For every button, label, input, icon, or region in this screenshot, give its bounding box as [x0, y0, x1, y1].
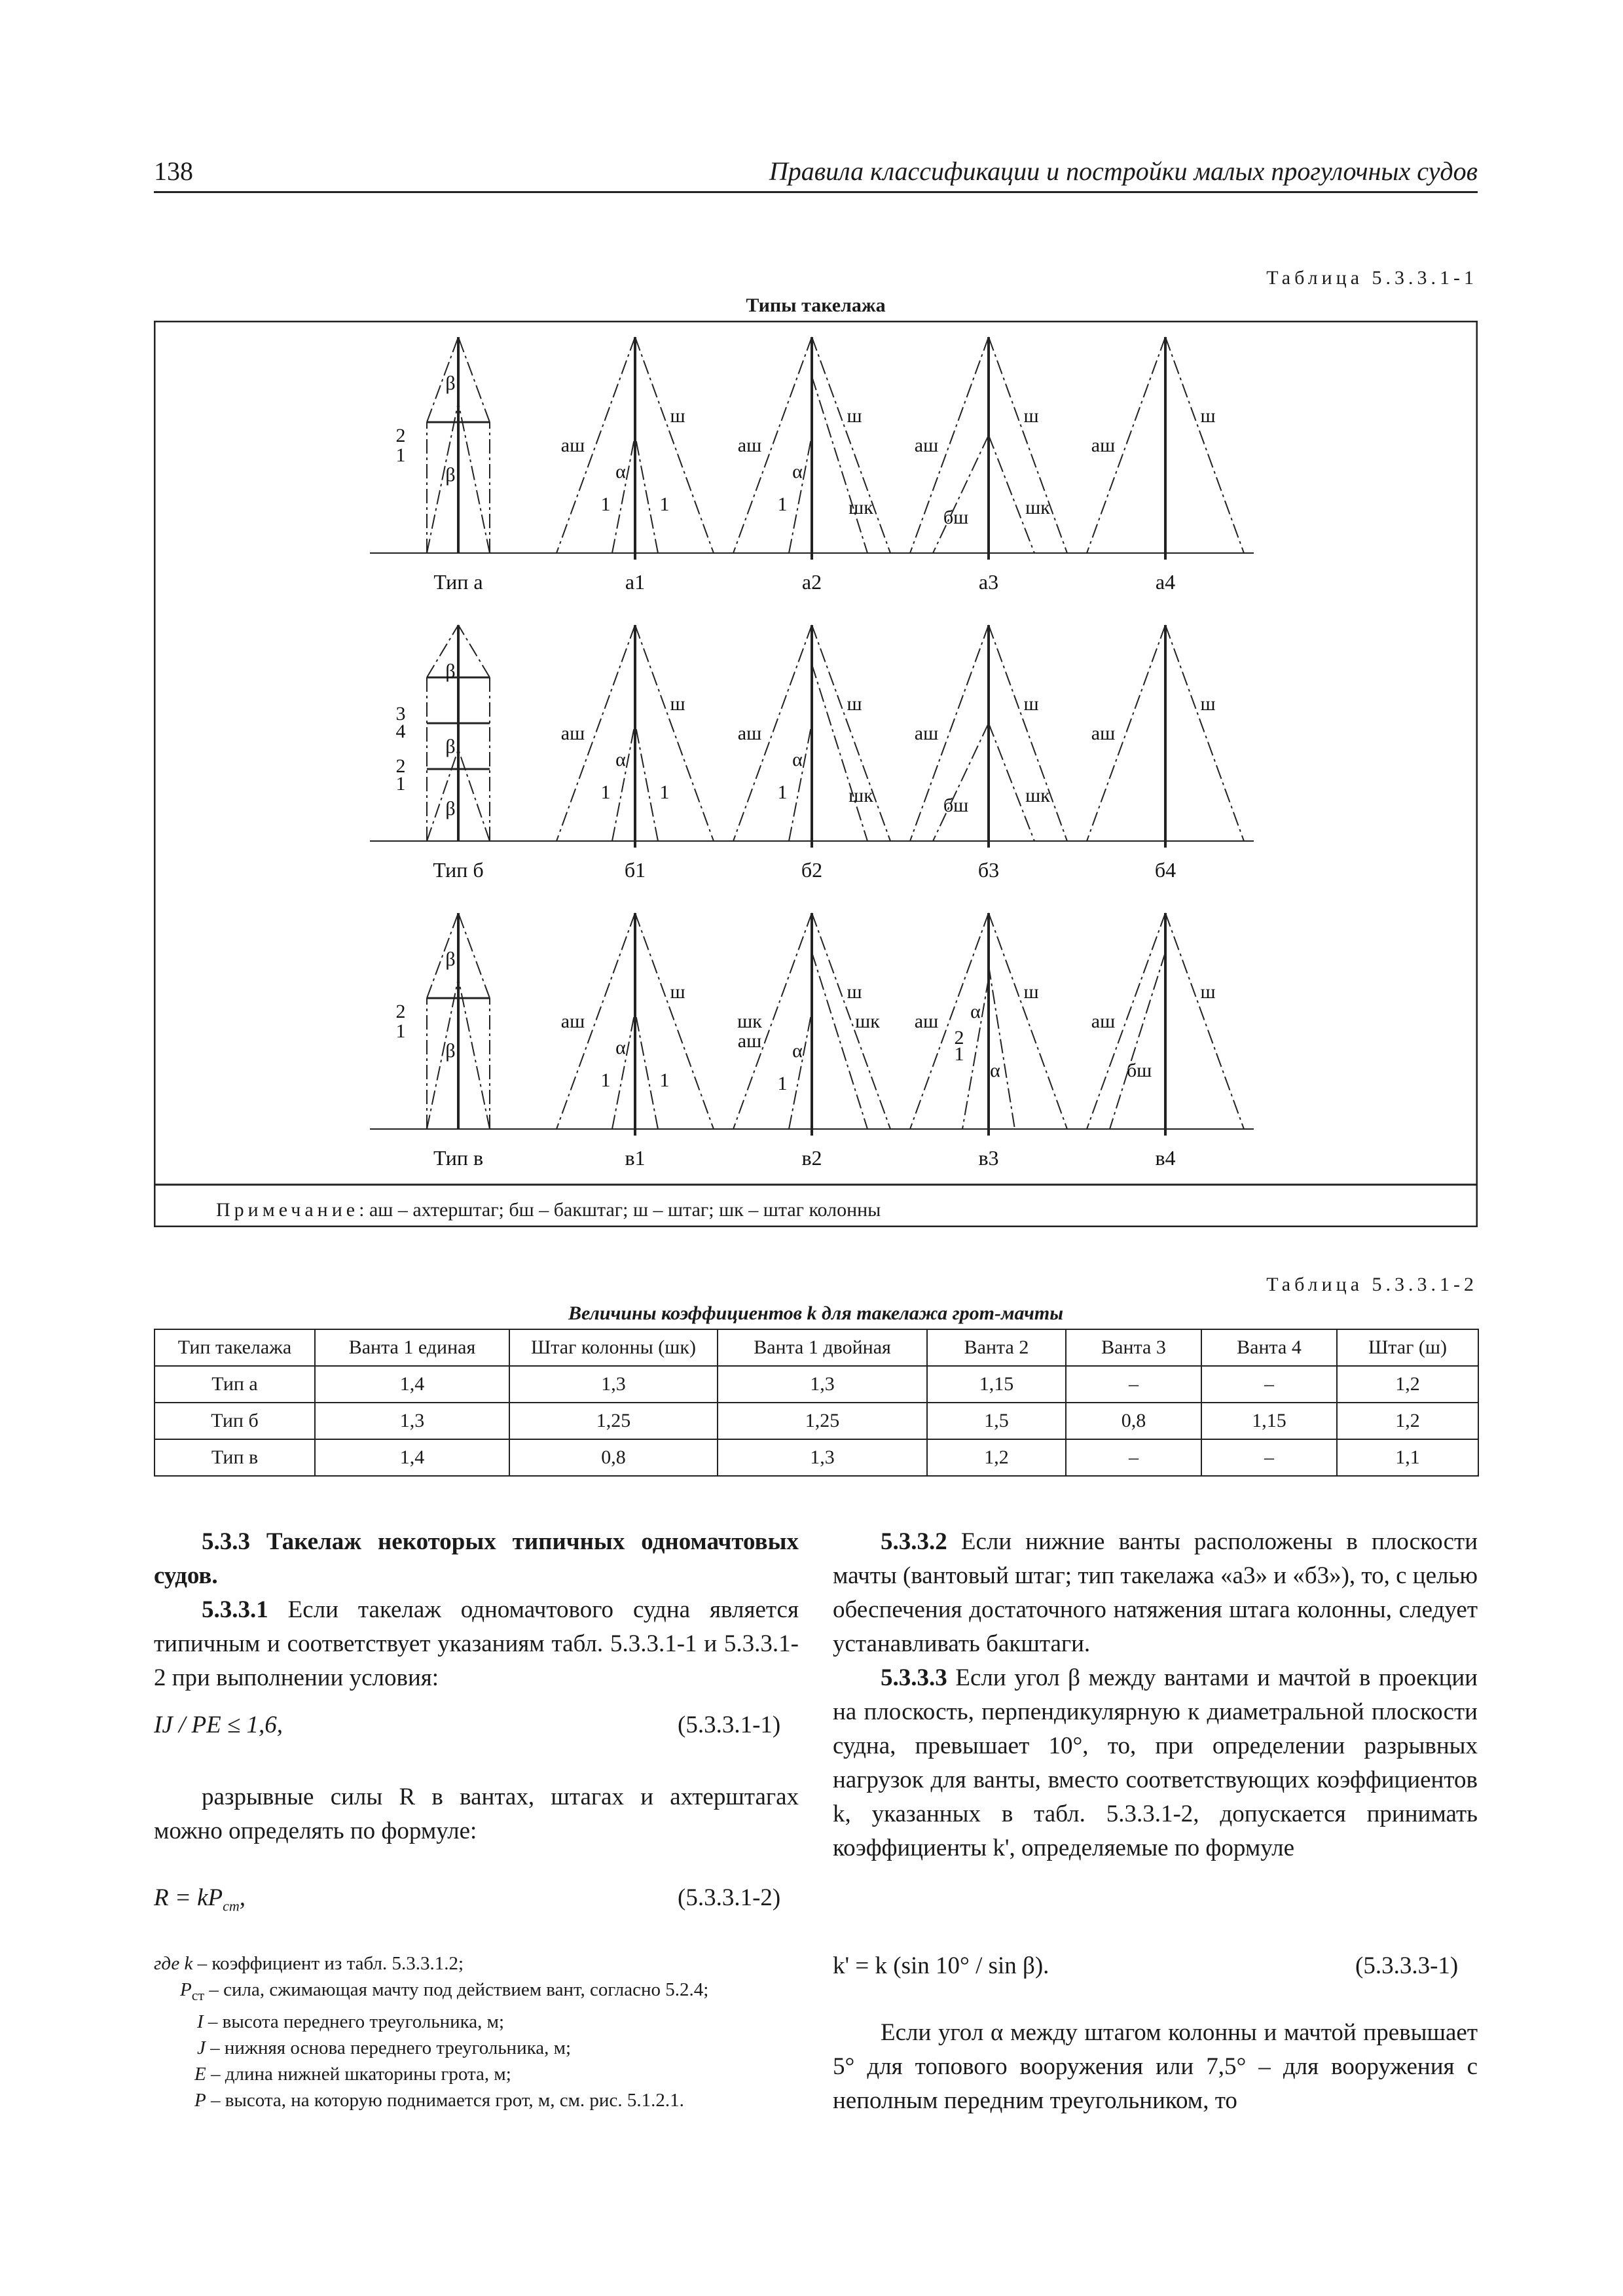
clause-number: 5.3.3.3 — [881, 1664, 947, 1691]
forestay-label: ш — [1200, 981, 1216, 1003]
header-cell: Ванта 3 — [1066, 1329, 1201, 1366]
forestay-label: ш — [847, 405, 862, 427]
table-row — [155, 1403, 1478, 1439]
legend-symbol: P — [180, 1979, 192, 2000]
table-cell: Тип б — [155, 1403, 315, 1439]
table-cell: – — [1201, 1366, 1337, 1403]
shroud-number-label: 1 — [600, 781, 611, 803]
formula-number-2: (5.3.3.1-2) — [678, 1884, 781, 1911]
rig-type-label: в3 — [978, 1146, 999, 1170]
forestay — [989, 913, 1067, 1129]
paragraph-5-3-3-3 — [833, 1661, 1478, 1865]
shroud — [789, 723, 812, 841]
formula-number-3: (5.3.3.3-1) — [1355, 1952, 1459, 1979]
forestay-label: ш — [1200, 405, 1216, 427]
table-cell: – — [1066, 1366, 1201, 1403]
shroud-number-label: 2 — [395, 425, 406, 446]
forestay-label: ш — [847, 693, 862, 715]
table-cell: Тип а — [155, 1366, 315, 1403]
legend-text: – высота переднего треугольника, м; — [203, 2011, 505, 2032]
angle-beta-label: β — [445, 736, 456, 757]
running-backstay — [933, 435, 989, 553]
inner-forestay-label: шк — [1025, 785, 1050, 806]
formula-5-3-3-1-2 — [154, 1884, 246, 1914]
coefficients-table — [154, 1329, 1479, 1477]
running-backstay-label: бш — [943, 795, 969, 816]
inner-forestay — [989, 435, 1034, 553]
angle-alpha-label: α — [792, 461, 803, 482]
angle-beta-label: β — [445, 660, 456, 682]
backstay-label: аш — [1091, 1011, 1116, 1032]
forestay — [635, 913, 714, 1129]
rig-type-label: б2 — [801, 858, 823, 882]
angle-beta-label: β — [445, 798, 456, 819]
shroud — [989, 965, 1015, 1129]
legend-item — [154, 1950, 809, 1977]
left-column — [154, 1525, 799, 1695]
shroud — [612, 1011, 635, 1129]
angle-alpha-label: α — [615, 749, 626, 770]
table-cell: – — [1201, 1439, 1337, 1476]
table-row — [155, 1439, 1478, 1476]
lower-shroud — [458, 978, 490, 1129]
angle-beta-label: β — [445, 464, 456, 486]
shroud-number-label: 1 — [659, 493, 670, 515]
forestay — [1165, 625, 1244, 841]
shroud-number-label: 3 — [395, 703, 406, 725]
backstay-label: аш — [737, 1030, 762, 1052]
backstay-label: аш — [914, 723, 939, 744]
shroud-number-label: 2 — [954, 1027, 964, 1049]
inner-forestay-label: шк — [848, 785, 873, 806]
shroud-number-label: 1 — [777, 493, 788, 515]
header-cell: Тип такелажа — [155, 1329, 315, 1366]
table-cell: 1,5 — [927, 1403, 1066, 1439]
forestay — [1165, 913, 1244, 1129]
legend-item — [154, 2035, 809, 2061]
section-heading: 5.3.3 Такелаж некоторых типичных одномачтовых судов. — [154, 1528, 799, 1589]
rig-type-label: Тип в — [433, 1146, 484, 1170]
forestay — [989, 337, 1067, 553]
running-title: Правила классификации и постройки малых прогулочных судов — [769, 156, 1478, 186]
legend-item — [154, 2061, 809, 2087]
table-cell: 1,15 — [927, 1366, 1066, 1403]
table-cell: 1,3 — [718, 1366, 927, 1403]
running-backstay-label: бш — [1126, 1060, 1152, 1081]
rig-type-label: в2 — [801, 1146, 822, 1170]
shroud — [612, 723, 635, 841]
forestay-label: ш — [670, 405, 685, 427]
rig-type-label: Тип а — [433, 570, 483, 594]
shroud-number-label: 1 — [954, 1043, 964, 1065]
backstay-label: аш — [560, 1011, 585, 1032]
table-cell: 1,2 — [1337, 1403, 1478, 1439]
legend-symbol: P — [194, 2089, 206, 2111]
angle-beta-label: β — [445, 1040, 456, 1062]
shroud-number-label: 4 — [395, 721, 406, 742]
legend-text: – сила, сжимающая мачту под действием вант, согласно 5.2.4; — [204, 1979, 709, 2000]
backstay-label: аш — [560, 435, 585, 456]
header-cell: Ванта 1 двойная — [718, 1329, 927, 1366]
clause-number: 5.3.3.1 — [202, 1596, 268, 1623]
figure-note — [216, 1199, 881, 1221]
lower-shroud — [458, 749, 490, 841]
forestay-label: ш — [1023, 405, 1039, 427]
paragraph-forces: разрывные силы R в вантах, штагах и ахтерштагах можно определять по формуле: — [154, 1784, 799, 1844]
shroud-number-label: 1 — [395, 444, 406, 466]
shroud — [635, 435, 658, 553]
forestay — [635, 337, 714, 553]
paragraph-5-3-3-2 — [833, 1525, 1478, 1661]
table-cell: 1,3 — [509, 1366, 718, 1403]
forestay — [635, 625, 714, 841]
left-column-p2 — [154, 1780, 799, 1848]
table-cell: 1,4 — [315, 1439, 509, 1476]
backstay-label: шк — [737, 1011, 762, 1032]
forestay-label: ш — [1200, 693, 1216, 715]
table1-title: Типы такелажа — [746, 295, 886, 316]
angle-alpha-label: α — [990, 1060, 1000, 1081]
shroud — [612, 435, 635, 553]
rig-type-label: б4 — [1154, 858, 1176, 882]
clause-text: Если нижние ванты расположены в плоскости мачты (вантовый штаг; тип такелажа «а3» и «б3»), то, с целью обеспечения достаточного натяжения штага колонны, следует устанавливать бакштаги. — [833, 1528, 1478, 1657]
clause-number: 5.3.3.2 — [881, 1528, 947, 1555]
header-cell: Ванта 2 — [927, 1329, 1066, 1366]
table-cell: 1,25 — [509, 1403, 718, 1439]
header-cell: Ванта 1 единая — [315, 1329, 509, 1366]
legend-item — [154, 2087, 809, 2113]
shroud — [789, 1011, 812, 1129]
formula-number-1: (5.3.3.1-1) — [678, 1712, 781, 1738]
symbol-legend — [154, 1950, 809, 2113]
forestay — [989, 625, 1067, 841]
inner-forestay-label: шк — [1025, 497, 1050, 518]
table-cell: 1,2 — [927, 1439, 1066, 1476]
rigging-figure — [154, 321, 1478, 1227]
shroud-number-label: 2 — [395, 1001, 406, 1022]
lower-shroud — [427, 749, 458, 841]
rig-type-label: в4 — [1155, 1146, 1176, 1170]
legend-symbol: E — [194, 2063, 206, 2085]
backstay-label: аш — [914, 1011, 939, 1032]
forestay-label: ш — [847, 981, 862, 1003]
forestay-label: ш — [670, 981, 685, 1003]
angle-alpha-label: α — [970, 1001, 981, 1022]
clause-text: Если такелаж одномачтового судна является типичным и соответствует указаниям табл. 5.3.3.1-1 и 5.3.3.1-2 при выполнении условия: — [154, 1596, 799, 1691]
note-text: : аш – ахтерштаг; бш – бакштаг; ш – штаг; шк – штаг колонны — [359, 1199, 881, 1221]
formula-5-3-3-1-1: IJ / PE ≤ 1,6, — [154, 1712, 283, 1738]
forestay — [812, 625, 890, 841]
forestay-label: ш — [1023, 693, 1039, 715]
forestay-label: ш — [1023, 981, 1039, 1003]
figure-border — [155, 321, 1477, 1227]
formula-5-3-3-3-1: k' = k (sin 10° / sin β). — [833, 1952, 1049, 1979]
table-cell: 0,8 — [509, 1439, 718, 1476]
angle-alpha-label: α — [615, 1037, 626, 1058]
table1-caption: Таблица 5.3.3.1-1 — [1266, 267, 1478, 289]
legend-symbol: J — [197, 2037, 206, 2058]
paragraph-5-3-3-1 — [154, 1593, 799, 1695]
shroud-number-label: 2 — [395, 755, 406, 777]
shroud-number-label: 1 — [600, 1069, 611, 1091]
inner-forestay — [812, 952, 867, 1129]
shroud — [789, 435, 812, 553]
backstay-label: аш — [1091, 723, 1116, 744]
running-backstay — [1110, 952, 1165, 1129]
formula2-sub: ст — [223, 1897, 240, 1914]
table2-caption: Таблица 5.3.3.1-2 — [1266, 1274, 1478, 1295]
table-cell: 1,2 — [1337, 1366, 1478, 1403]
formula2-tail: , — [239, 1884, 246, 1911]
note-lead: Примечание — [216, 1199, 359, 1221]
formula2-main: R = kP — [154, 1884, 223, 1911]
rig-type-label: а3 — [978, 570, 999, 594]
legend-symbol: где k — [154, 1953, 193, 1974]
table-cell: 1,15 — [1201, 1403, 1337, 1439]
shroud — [458, 913, 490, 998]
shroud-number-label: 1 — [395, 1020, 406, 1042]
forestay — [1165, 337, 1244, 553]
table-cell: – — [1066, 1439, 1201, 1476]
table-cell: Тип в — [155, 1439, 315, 1476]
lower-shroud — [458, 403, 490, 553]
backstay-label: аш — [737, 435, 762, 456]
paragraph-alpha: Если угол α между штагом колонны и мачтой превышает 5° для топового вооружения или 7,5° – для вооружения с неполным передним треугольником, то — [833, 2019, 1478, 2114]
header-cell: Ванта 4 — [1201, 1329, 1337, 1366]
inner-forestay-label: шк — [848, 497, 873, 518]
angle-alpha-label: α — [615, 461, 626, 482]
inner-forestay — [812, 664, 867, 841]
right-column — [833, 1525, 1478, 1865]
header-rule — [154, 191, 1478, 193]
rig-type-label: а1 — [625, 570, 646, 594]
table-cell: 0,8 — [1066, 1403, 1201, 1439]
forestay — [812, 337, 890, 553]
backstay-label: аш — [560, 723, 585, 744]
table-cell: 1,3 — [315, 1403, 509, 1439]
rigging-diagram — [154, 321, 1478, 1227]
forestay-label: ш — [670, 693, 685, 715]
shroud — [635, 1011, 658, 1129]
inner-forestay — [812, 376, 867, 553]
page-number: 138 — [154, 156, 193, 186]
legend-sub: ст — [191, 1986, 205, 2003]
table-cell: 1,3 — [718, 1439, 927, 1476]
inner-forestay — [989, 723, 1034, 841]
inner-forestay-label: шк — [855, 1011, 880, 1032]
legend-symbol: I — [197, 2011, 204, 2032]
table2-title: Величины коэффициентов k для такелажа грот-мачты — [568, 1302, 1064, 1324]
backstay-label: аш — [1091, 435, 1116, 456]
shroud-number-label: 1 — [777, 1073, 788, 1094]
shroud — [458, 625, 490, 677]
angle-alpha-label: α — [792, 1040, 803, 1062]
legend-text: – нижняя основа переднего треугольника, м; — [205, 2037, 572, 2058]
shroud-number-label: 1 — [659, 781, 670, 803]
rig-type-label: а2 — [801, 570, 822, 594]
rig-type-label: Тип б — [433, 858, 484, 882]
backstay-label: аш — [737, 723, 762, 744]
running-backstay-label: бш — [943, 507, 969, 528]
legend-item — [154, 2009, 809, 2035]
angle-beta-label: β — [445, 948, 456, 970]
table-cell: 1,1 — [1337, 1439, 1478, 1476]
rig-type-label: в1 — [625, 1146, 646, 1170]
backstay-label: аш — [914, 435, 939, 456]
shroud — [458, 337, 490, 422]
rig-type-label: а4 — [1155, 570, 1176, 594]
rig-type-label: б1 — [624, 858, 646, 882]
angle-beta-label: β — [445, 372, 456, 394]
shroud-number-label: 1 — [659, 1069, 670, 1091]
running-backstay — [933, 723, 989, 841]
legend-text: – коэффициент из табл. 5.3.3.1.2; — [192, 1953, 464, 1974]
shroud — [635, 723, 658, 841]
shroud-number-label: 1 — [600, 493, 611, 515]
legend-text: – высота, на которую поднимается грот, м, см. рис. 5.1.2.1. — [206, 2089, 684, 2111]
shroud-number-label: 1 — [395, 773, 406, 795]
shroud-number-label: 1 — [777, 781, 788, 803]
header-cell: Штаг колонны (шк) — [509, 1329, 718, 1366]
table-row — [155, 1366, 1478, 1403]
table-cell: 1,4 — [315, 1366, 509, 1403]
legend-text: – длина нижней шкаторины грота, м; — [206, 2063, 511, 2085]
clause-text: Если угол β между вантами и мачтой в проекции на плоскость, перпендикулярную к диаметральной плоскости судна, превышает 10°, то, при определении разрывных нагрузок для ванты, вместо соответствующих коэффициентов k, указанных в табл. 5.3.3.1-2, допускается принимать коэффициенты k', определяемые по формуле — [833, 1664, 1478, 1861]
angle-alpha-label: α — [792, 749, 803, 770]
right-column-p3 — [833, 2016, 1478, 2118]
legend-item — [154, 1977, 809, 2009]
table-cell: 1,25 — [718, 1403, 927, 1439]
rig-type-label: б3 — [977, 858, 1000, 882]
header-cell: Штаг (ш) — [1337, 1329, 1478, 1366]
table-header-row — [155, 1329, 1478, 1366]
